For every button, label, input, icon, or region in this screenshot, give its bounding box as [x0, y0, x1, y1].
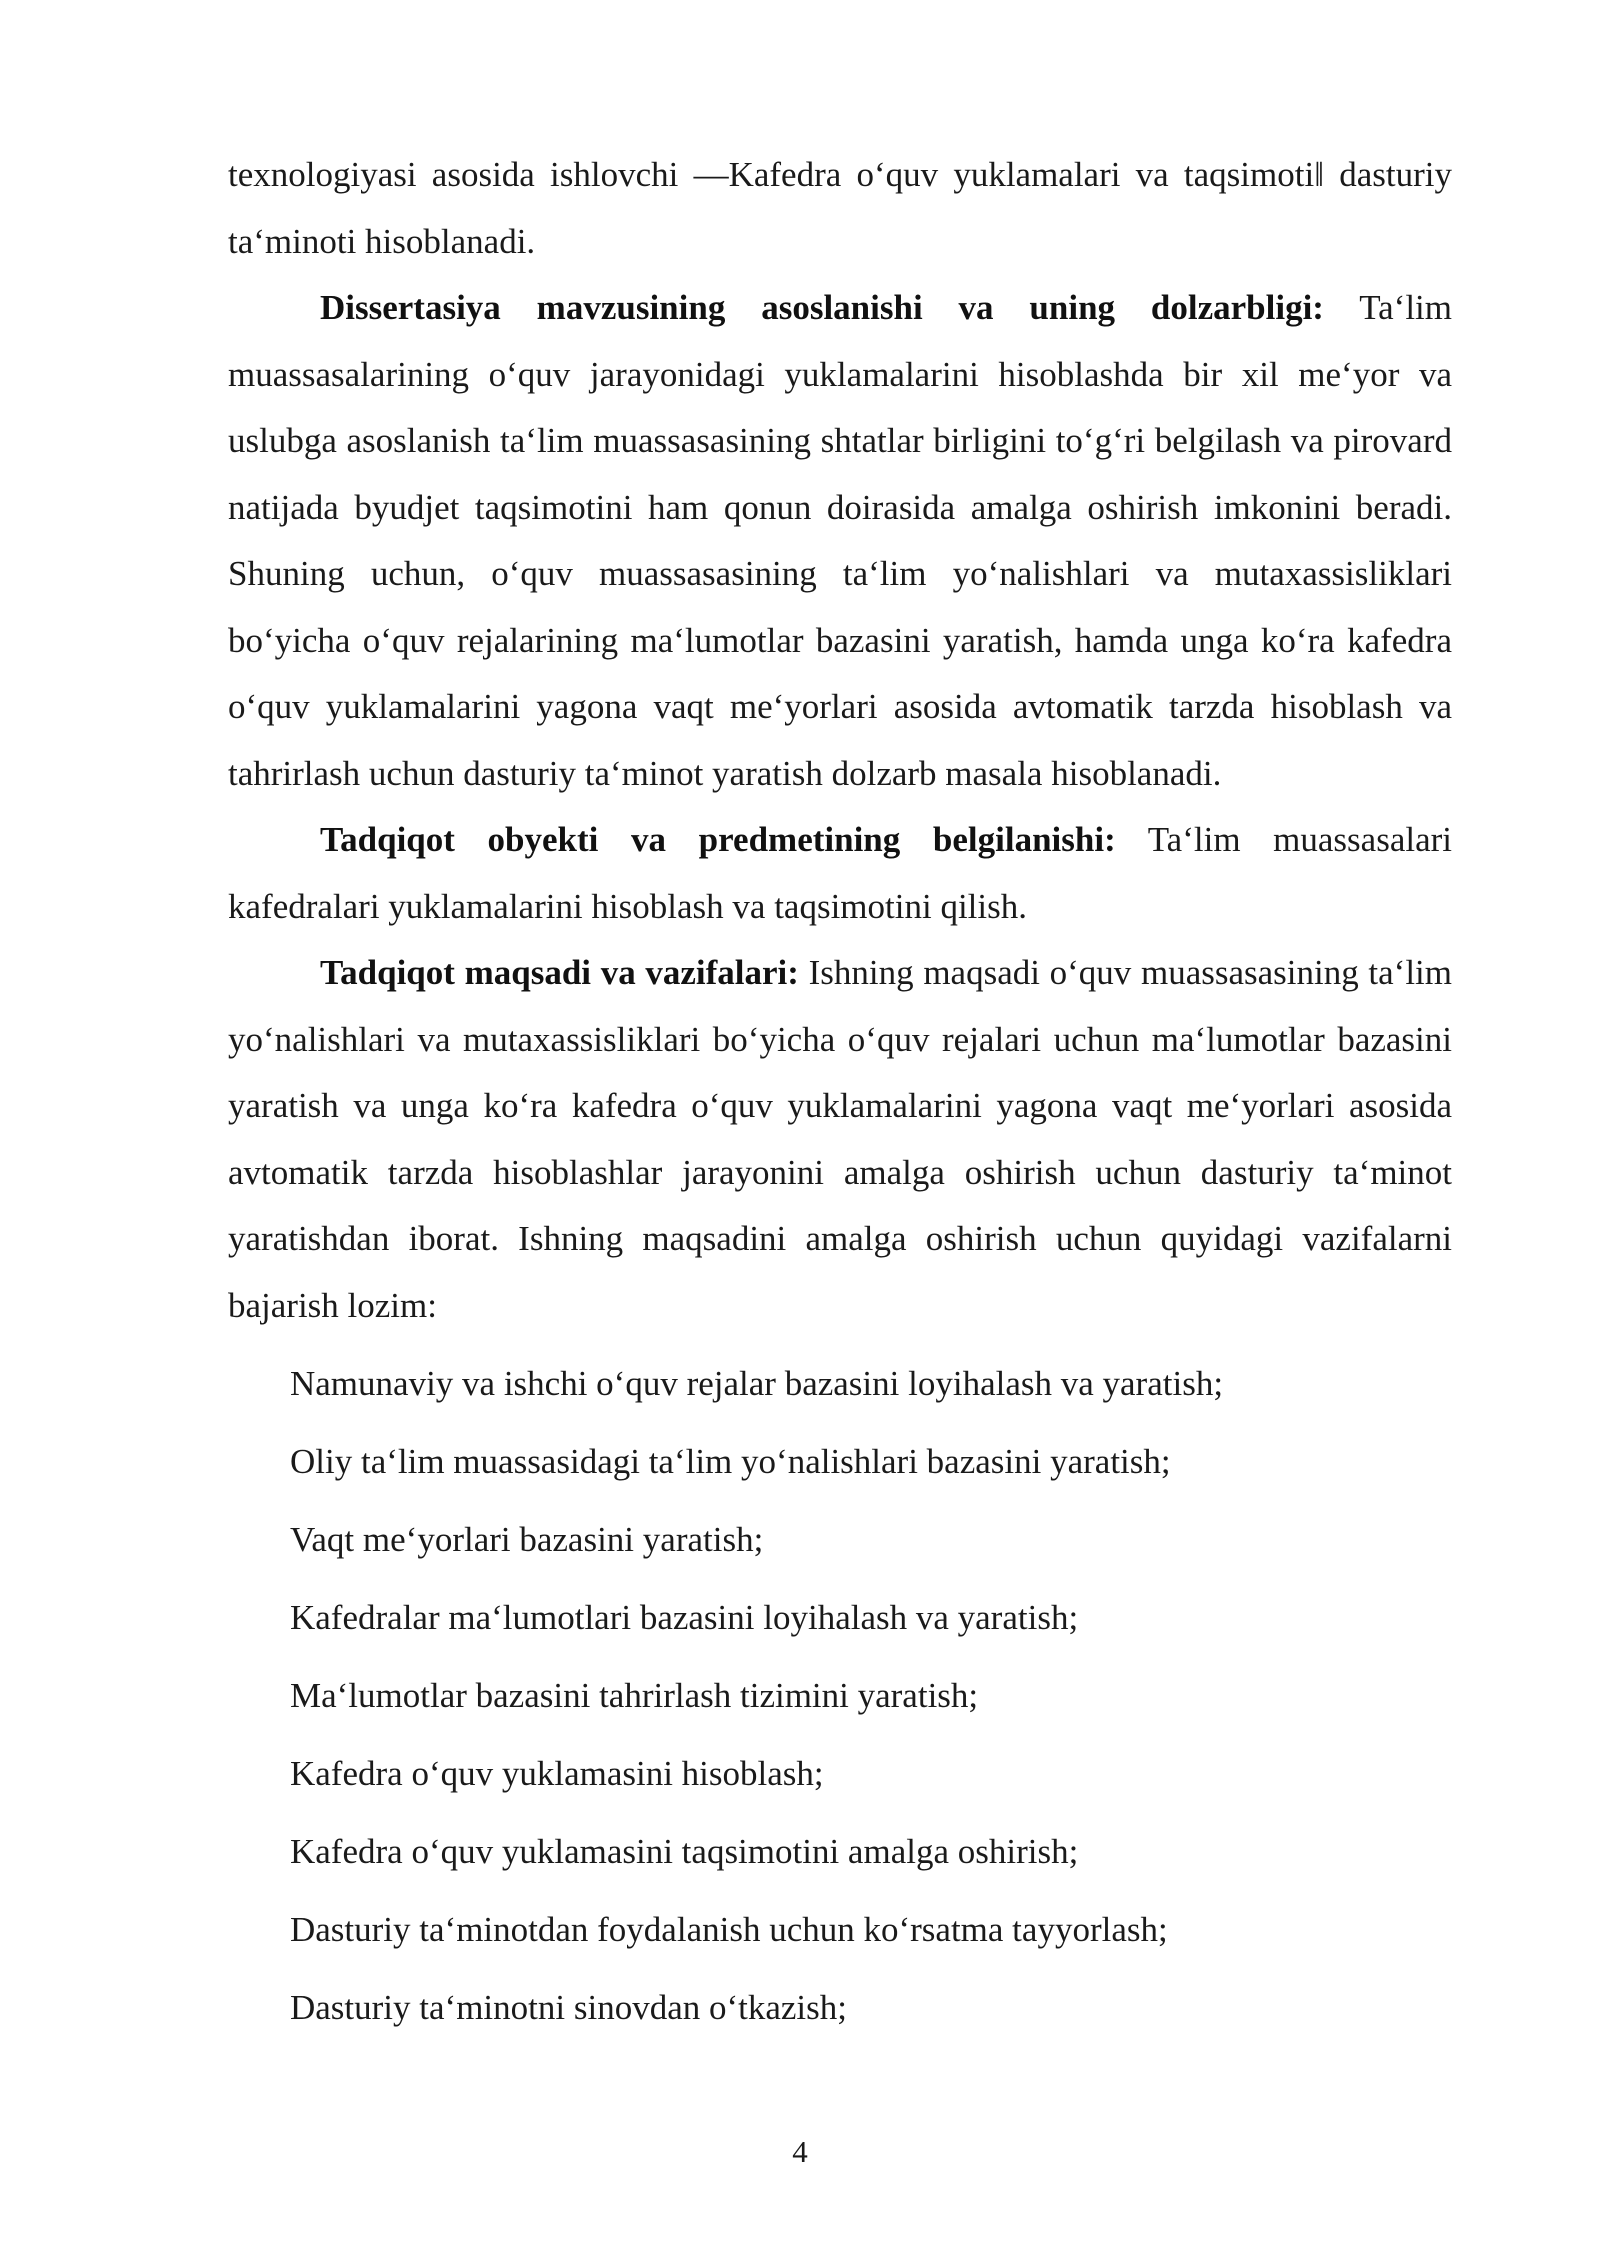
- list-item: Vaqt me‘yorlari bazasini yaratish;: [290, 1520, 764, 1559]
- intro-paragraph: texnologiyasi asosida ishlovchi —Kafedra o‘quv yuklamalari va taqsimoti‖ dasturiy ta‘minoti hisoblanadi.: [228, 155, 1452, 261]
- object-text: Ta‘lim muassasalari kafedralari yuklamalarini hisoblash va taqsimotini qilish.: [228, 820, 1453, 926]
- list-item: Dasturiy ta‘minotdan foydalanish uchun ko‘rsatma tayyorlash;: [290, 1910, 1168, 1949]
- list-item: Kafedra o‘quv yuklamasini taqsimotini amalga oshirish;: [290, 1832, 1079, 1871]
- list-item: Kafedra o‘quv yuklamasini hisoblash;: [290, 1754, 824, 1793]
- list-item: Dasturiy ta‘minotni sinovdan o‘tkazish;: [290, 1988, 847, 2027]
- document-page: [228, 142, 1452, 2028]
- relevance-heading: Dissertasiya mavzusining asoslanishi va uning dolzarbligi:: [320, 288, 1324, 327]
- list-item: Oliy ta‘lim muassasidagi ta‘lim yo‘nalishlari bazasini yaratish;: [290, 1442, 1171, 1481]
- object-heading: Tadqiqot obyekti va predmetining belgilanishi:: [320, 820, 1116, 859]
- object-paragraph: [228, 807, 1452, 940]
- page-number: 4: [792, 2134, 808, 2169]
- list-item: Namunaviy va ishchi o‘quv rejalar bazasini loyihalash va yaratish;: [290, 1364, 1224, 1403]
- goals-heading: Tadqiqot maqsadi va vazifalari:: [320, 953, 799, 992]
- goals-paragraph: [228, 940, 1452, 1339]
- relevance-text: Ta‘lim muassasalarining o‘quv jarayonidagi yuklamalarini hisoblashda bir xil me‘yor va uslubga asoslanish ta‘lim muassasasining shtatlar birligini to‘g‘ri belgilash va pirovard natijada byudjet taqsimotini ham qonun doirasida amalga oshirish imkonini beradi. Shuning uchun, o‘quv muassasasining ta‘lim yo‘nalishlari va mutaxassisliklari bo‘yicha o‘quv rejalarining ma‘lumotlar bazasini yaratish, hamda unga ko‘ra kafedra o‘quv yuklamalarini yagona vaqt me‘yorlari asosida avtomatik tarzda hisoblash va tahrirlash uchun dasturiy ta‘minot yaratish dolzarb masala hisoblanadi.: [228, 288, 1452, 793]
- list-item: Ma‘lumotlar bazasini tahrirlash tizimini yaratish;: [290, 1676, 979, 1715]
- relevance-paragraph: [228, 275, 1452, 807]
- tasks-list: [228, 1364, 1452, 2028]
- list-item: Kafedralar ma‘lumotlari bazasini loyihalash va yaratish;: [290, 1598, 1079, 1637]
- goals-text: Ishning maqsadi o‘quv muassasasining ta‘lim yo‘nalishlari va mutaxassisliklari bo‘yicha o‘quv rejalari uchun ma‘lumotlar bazasini yaratish va unga ko‘ra kafedra o‘quv yuklamalarini yagona vaqt me‘yorlari asosida avtomatik tarzda hisoblashlar jarayonini amalga oshirish uchun dasturiy ta‘minot yaratishdan iborat. Ishning maqsadini amalga oshirish uchun quyidagi vazifalarni bajarish lozim:: [228, 953, 1453, 1325]
